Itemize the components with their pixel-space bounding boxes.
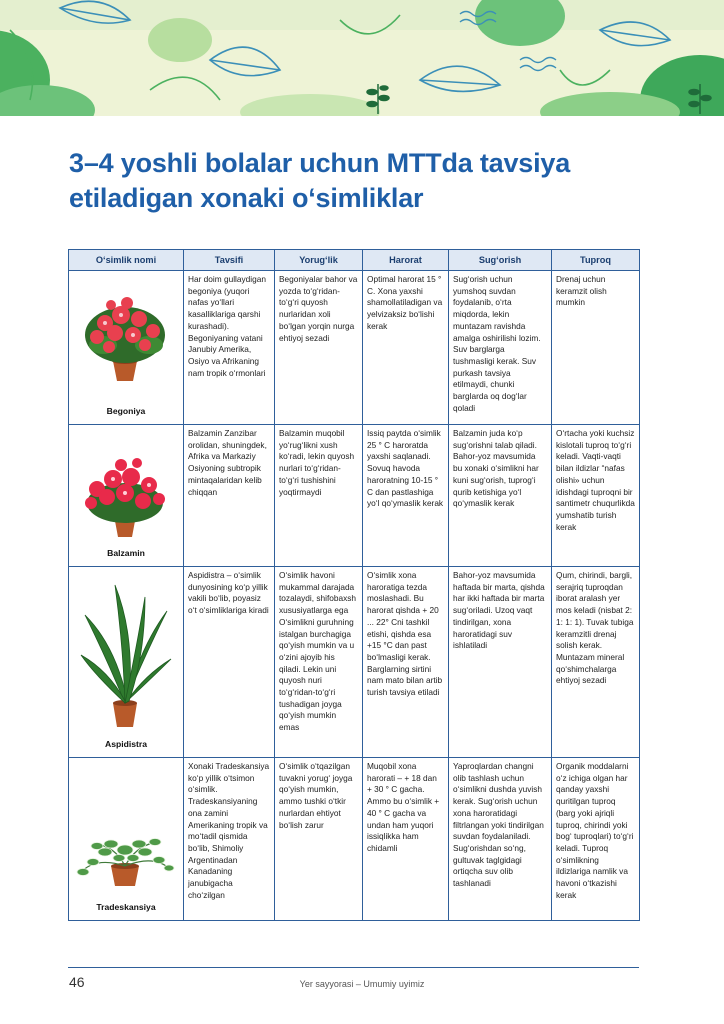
table-row — [69, 567, 640, 758]
header-light: Yorug‘lik — [275, 250, 363, 271]
light-cell: Begoniyalar bahor va yozda to‘g‘ridan-to‘g‘ri quyosh nurlaridan xoli bo‘lgan yorqin nurga ehtiyoj sezadi — [275, 271, 363, 425]
light-cell: O‘simlik o‘tqazilgan tuvakni yorug‘ joyga qo‘yish mumkin, ammo tushki o‘tkir nurlardan ehtiyot bo‘lish zarur — [275, 758, 363, 921]
plant-name-cell — [69, 758, 184, 921]
soil-cell: Drenaj uchun keramzit olish mumkin — [552, 271, 640, 425]
aspidistra-plant-image — [75, 575, 175, 735]
soil-cell: O‘rtacha yoki kuchsiz kislotali tuproq to‘g‘ri keladi. Vaqti-vaqti bilan ildizlar “nafas olishi» uchun idishdagi tuproqni bir santimetr chuqurlikda yumshatib turish kerak — [552, 425, 640, 567]
balsam-plant-image — [75, 433, 175, 543]
temperature-cell: Optimal harorat 15 ° C. Xona yaxshi shamollatiladigan va yelvizaksiz bo‘lishi kerak — [363, 271, 449, 425]
plants-table — [68, 249, 640, 921]
plant-name: Begoniya — [106, 406, 146, 417]
watering-cell: Bahor-yoz mavsumida haftada bir marta, qishda har ikki haftada bir marta sug‘oriladi. Uzoq vaqt tindirilgan, xona haroratidagi suv ishlatiladi — [449, 567, 552, 758]
watering-cell: Balzamin juda ko‘p sug‘orishni talab qiladi. Bahor-yoz mavsumida bu xonaki o‘simlikni har kuni sug‘orish, tuprog‘i qurib ketishiga yo‘l qo‘ymaslik kerak — [449, 425, 552, 567]
table-row — [69, 271, 640, 425]
plant-name-cell — [69, 425, 184, 567]
page-title: 3–4 yoshli bolalar uchun MTTda tavsiya etiladigan xonaki o‘simliklar — [69, 148, 571, 213]
watering-cell: Yaproqlardan changni olib tashlash uchun o‘simlikni dushda yuvish kerak. Sug‘orish uchun xona haroratidagi filtrlangan yoki tindirilgan suvdan foydalaniladi. Sug‘orishdan so‘ng, gultuvak taglgidagi ortiqcha suv olib tashlanadi — [449, 758, 552, 921]
tradescantia-plant-image — [75, 766, 175, 906]
description-cell: Balzamin Zanzibar orolidan, shuningdek, Afrika va Markaziy Osiyoning subtropik mintaqalaridan kelib chiqqan — [184, 425, 275, 567]
header-description: Tavsifi — [184, 250, 275, 271]
header-temperature: Harorat — [363, 250, 449, 271]
table-row — [69, 425, 640, 567]
table-row — [69, 758, 640, 921]
soil-cell: Organik moddalarni o‘z ichiga olgan har qanday yaxshi quritilgan tuproq (barg yoki ajriqli tuproq, chirindi yoki bog‘ tuproqlari) to‘g‘ri keladi. Tuproq o‘simlikning ildizlariga namlik va havoni o‘tkazishi kerak — [552, 758, 640, 921]
plant-name: Balzamin — [107, 548, 145, 559]
leaf-pattern-illustration — [0, 0, 724, 116]
description-cell: Aspidistra – o‘simlik dunyosining ko‘p yillik vakili bo‘lib, poyasiz o‘t o‘simliklariga kiradi — [184, 567, 275, 758]
plant-name: Aspidistra — [104, 739, 148, 750]
header-soil: Tuproq — [552, 250, 640, 271]
temperature-cell: Issiq paytda o‘simlik 25 ° C haroratda yaxshi saqlanadi. Sovuq havoda haroratning 10-15 ° C dan pastlashiga yo‘l qo‘ymaslik kerak — [363, 425, 449, 567]
temperature-cell: Muqobil xona harorati – + 18 dan + 30 ° C gacha. Ammo bu o‘simlik + 40 ° C gacha va undan ham yuqori issiqlikka ham chidamli — [363, 758, 449, 921]
page-number: 46 — [69, 974, 85, 990]
plant-name-cell — [69, 567, 184, 758]
header-plant-name: O‘simlik nomi — [69, 250, 184, 271]
description-cell: Har doim gullaydigan begoniya (yuqori nafas yo‘llari kasalliklariga qarshi kurashadi). Begoniyaning vatani Janubiy Amerika, Osiyo va Afrikaning nam tropik o‘rmonlari — [184, 271, 275, 425]
decorative-banner — [0, 0, 724, 116]
soil-cell: Qum, chirindi, bargli, serajriq tuproqdan iborat aralash yer mos keladi (nisbat 2: 1: 1: 1). Tuvak tubiga keramzitli drenaj solish kerak. Muntazam mineral qo‘shimchalarga ehtiyoj sezadi — [552, 567, 640, 758]
light-cell: O‘simlik havoni mukammal darajada tozalaydi, shifobaxsh xususiyatlarga ega O‘simlikni guruhning istalgan burchagiga qo‘yish mumkin va u o‘zini ajoyib his qiladi. Lekin uni quyosh nuri to‘g‘ridan-to‘g‘ri tushadigan joyga qo‘yish mumkin emas — [275, 567, 363, 758]
watering-cell: Sug‘orish uchun yumshoq suvdan foydalanib, o‘rta miqdorda, lekin muntazam ravishda amalga oshirilishi lozim. Suv barglarga tushmasligi kerak. Suv purkash tavsiya etilmaydi, chunki barglarda oq dog‘lar qoladi — [449, 271, 552, 425]
header-watering: Sug‘orish — [449, 250, 552, 271]
footer-book-title: Yer sayyorasi – Umumiy uyimiz — [299, 979, 425, 989]
temperature-cell: O‘simlik xona haroratiga tezda moslashadi. Bu harorat qishda + 20 ... 22° Cni tashkil etishi, qishda esa +15 °C dan past bo‘lmasligi kerak. Barglarning sirtini nam mato bilan artib turish tavsiya etiladi — [363, 567, 449, 758]
plant-name: Tradeskansiya — [96, 902, 156, 913]
description-cell: Xonaki Tradeskansiya ko‘p yillik o‘tsimon o‘simlik. Tradeskansiyaning ona zamini Amerikaning tropik va mo‘tadil qismida bo‘lib, Shimoliy Argentinadan Kanadaning janubigacha cho‘zilgan — [184, 758, 275, 921]
plant-name-cell — [69, 271, 184, 425]
light-cell: Balzamin muqobil yo‘rug‘likni xush ko‘radi, lekin quyosh nurlari to‘g‘ridan-to‘g‘ri tushishini yoqtirmaydi — [275, 425, 363, 567]
begonia-plant-image — [75, 279, 175, 389]
footer-divider — [68, 967, 639, 968]
table-header-row — [69, 250, 640, 271]
